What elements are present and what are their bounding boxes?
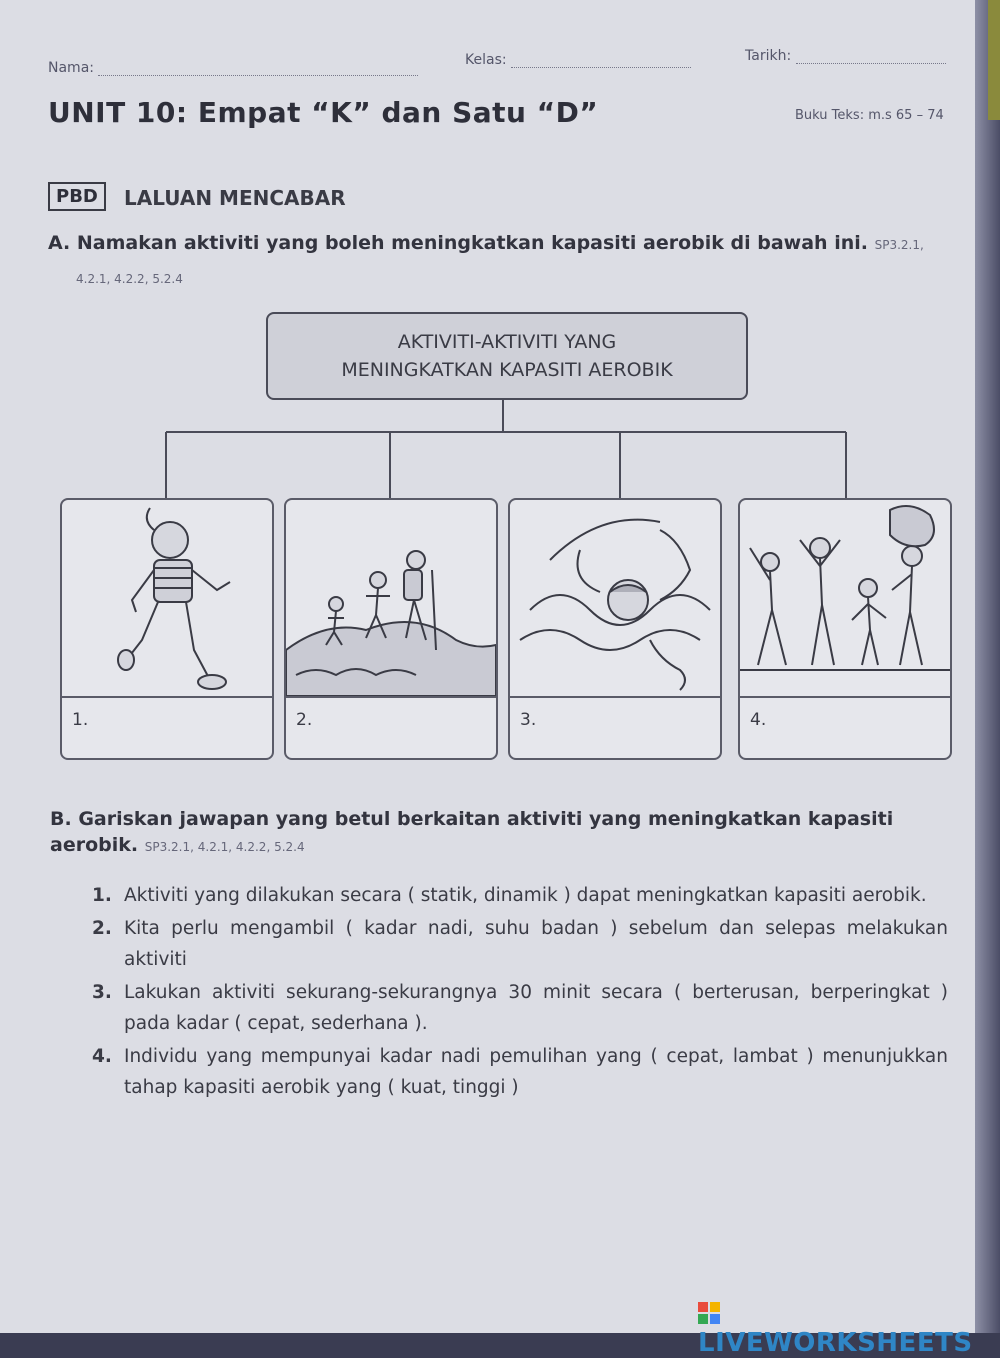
item-text[interactable]: Aktiviti yang dilakukan secara ( statik, dinamik ) dapat meningkatkan kapasiti aerobik.	[124, 885, 927, 906]
question-b-item-4[interactable]	[92, 1041, 948, 1103]
liveworksheets-watermark	[698, 1298, 975, 1358]
activity-card-3	[508, 498, 722, 760]
item-number: 2.	[92, 918, 112, 939]
unit-title: UNIT 10: Empat “K” dan Satu “D”	[48, 96, 599, 129]
item-text[interactable]: Lakukan aktiviti sekurang-sekurangnya 30 minit secara ( berterusan, berperingkat ) pada kadar ( cepat, sederhana ).	[124, 982, 948, 1034]
nama-label: Nama:	[48, 60, 94, 76]
tarikh-label: Tarikh:	[745, 48, 792, 64]
activity-answer-2[interactable]: 2.	[296, 710, 313, 730]
binder-edge-accent	[988, 0, 1000, 120]
liveworksheets-logo-icon	[698, 1302, 720, 1324]
section-title: LALUAN MENCABAR	[124, 186, 346, 210]
question-b-sp-code: SP3.2.1, 4.2.1, 4.2.2, 5.2.4	[144, 840, 305, 854]
question-b-item-2[interactable]	[92, 913, 948, 975]
activity-card-4	[738, 498, 952, 760]
hiking-icon	[286, 500, 496, 698]
item-number: 1.	[92, 885, 112, 906]
diagram-title-box	[266, 312, 748, 400]
running-girl-icon	[62, 500, 272, 698]
item-text[interactable]: Kita perlu mengambil ( kadar nadi, suhu badan ) sebelum dan selepas melakukan aktiviti	[124, 918, 948, 970]
kelas-label: Kelas:	[465, 52, 507, 68]
book-reference: Buku Teks: m.s 65 – 74	[795, 108, 944, 123]
diagram-connectors	[0, 0, 975, 520]
question-a-sp-code: SP3.2.1,	[874, 238, 924, 252]
diagram-title-line2: MENINGKATKAN KAPASITI AEROBIK	[341, 359, 673, 381]
activity-card-2	[284, 498, 498, 760]
question-b-text: B. Gariskan jawapan yang betul berkaitan aktiviti yang meningkatkan kapasiti aerobik.	[50, 808, 894, 856]
watermark-text: LIVEWORKSHEETS	[698, 1328, 973, 1358]
question-b-items	[92, 880, 948, 1105]
diagram-title-line1: AKTIVITI-AKTIVITI YANG	[397, 331, 617, 353]
activity-answer-4[interactable]: 4.	[750, 710, 767, 730]
question-b	[50, 806, 950, 860]
stretching-exercise-icon	[740, 500, 950, 698]
binder-edge	[975, 0, 1000, 1333]
item-number: 4.	[92, 1046, 112, 1067]
item-text[interactable]: Individu yang mempunyai kadar nadi pemulihan yang ( cepat, lambat ) menunjukkan tahap kapasiti aerobik yang ( kuat, tinggi )	[124, 1046, 948, 1098]
pbd-badge: PBD	[48, 182, 106, 211]
item-number: 3.	[92, 982, 112, 1003]
activity-answer-1[interactable]: 1.	[72, 710, 89, 730]
question-b-item-1[interactable]	[92, 880, 948, 911]
question-b-item-3[interactable]	[92, 977, 948, 1039]
swimming-icon	[510, 500, 720, 698]
question-a-sp-code-continued: 4.2.1, 4.2.2, 5.2.4	[76, 272, 183, 286]
question-a-text: A. Namakan aktiviti yang boleh meningkatkan kapasiti aerobik di bawah ini.	[48, 232, 868, 254]
activity-card-1	[60, 498, 274, 760]
activity-answer-3[interactable]: 3.	[520, 710, 537, 730]
